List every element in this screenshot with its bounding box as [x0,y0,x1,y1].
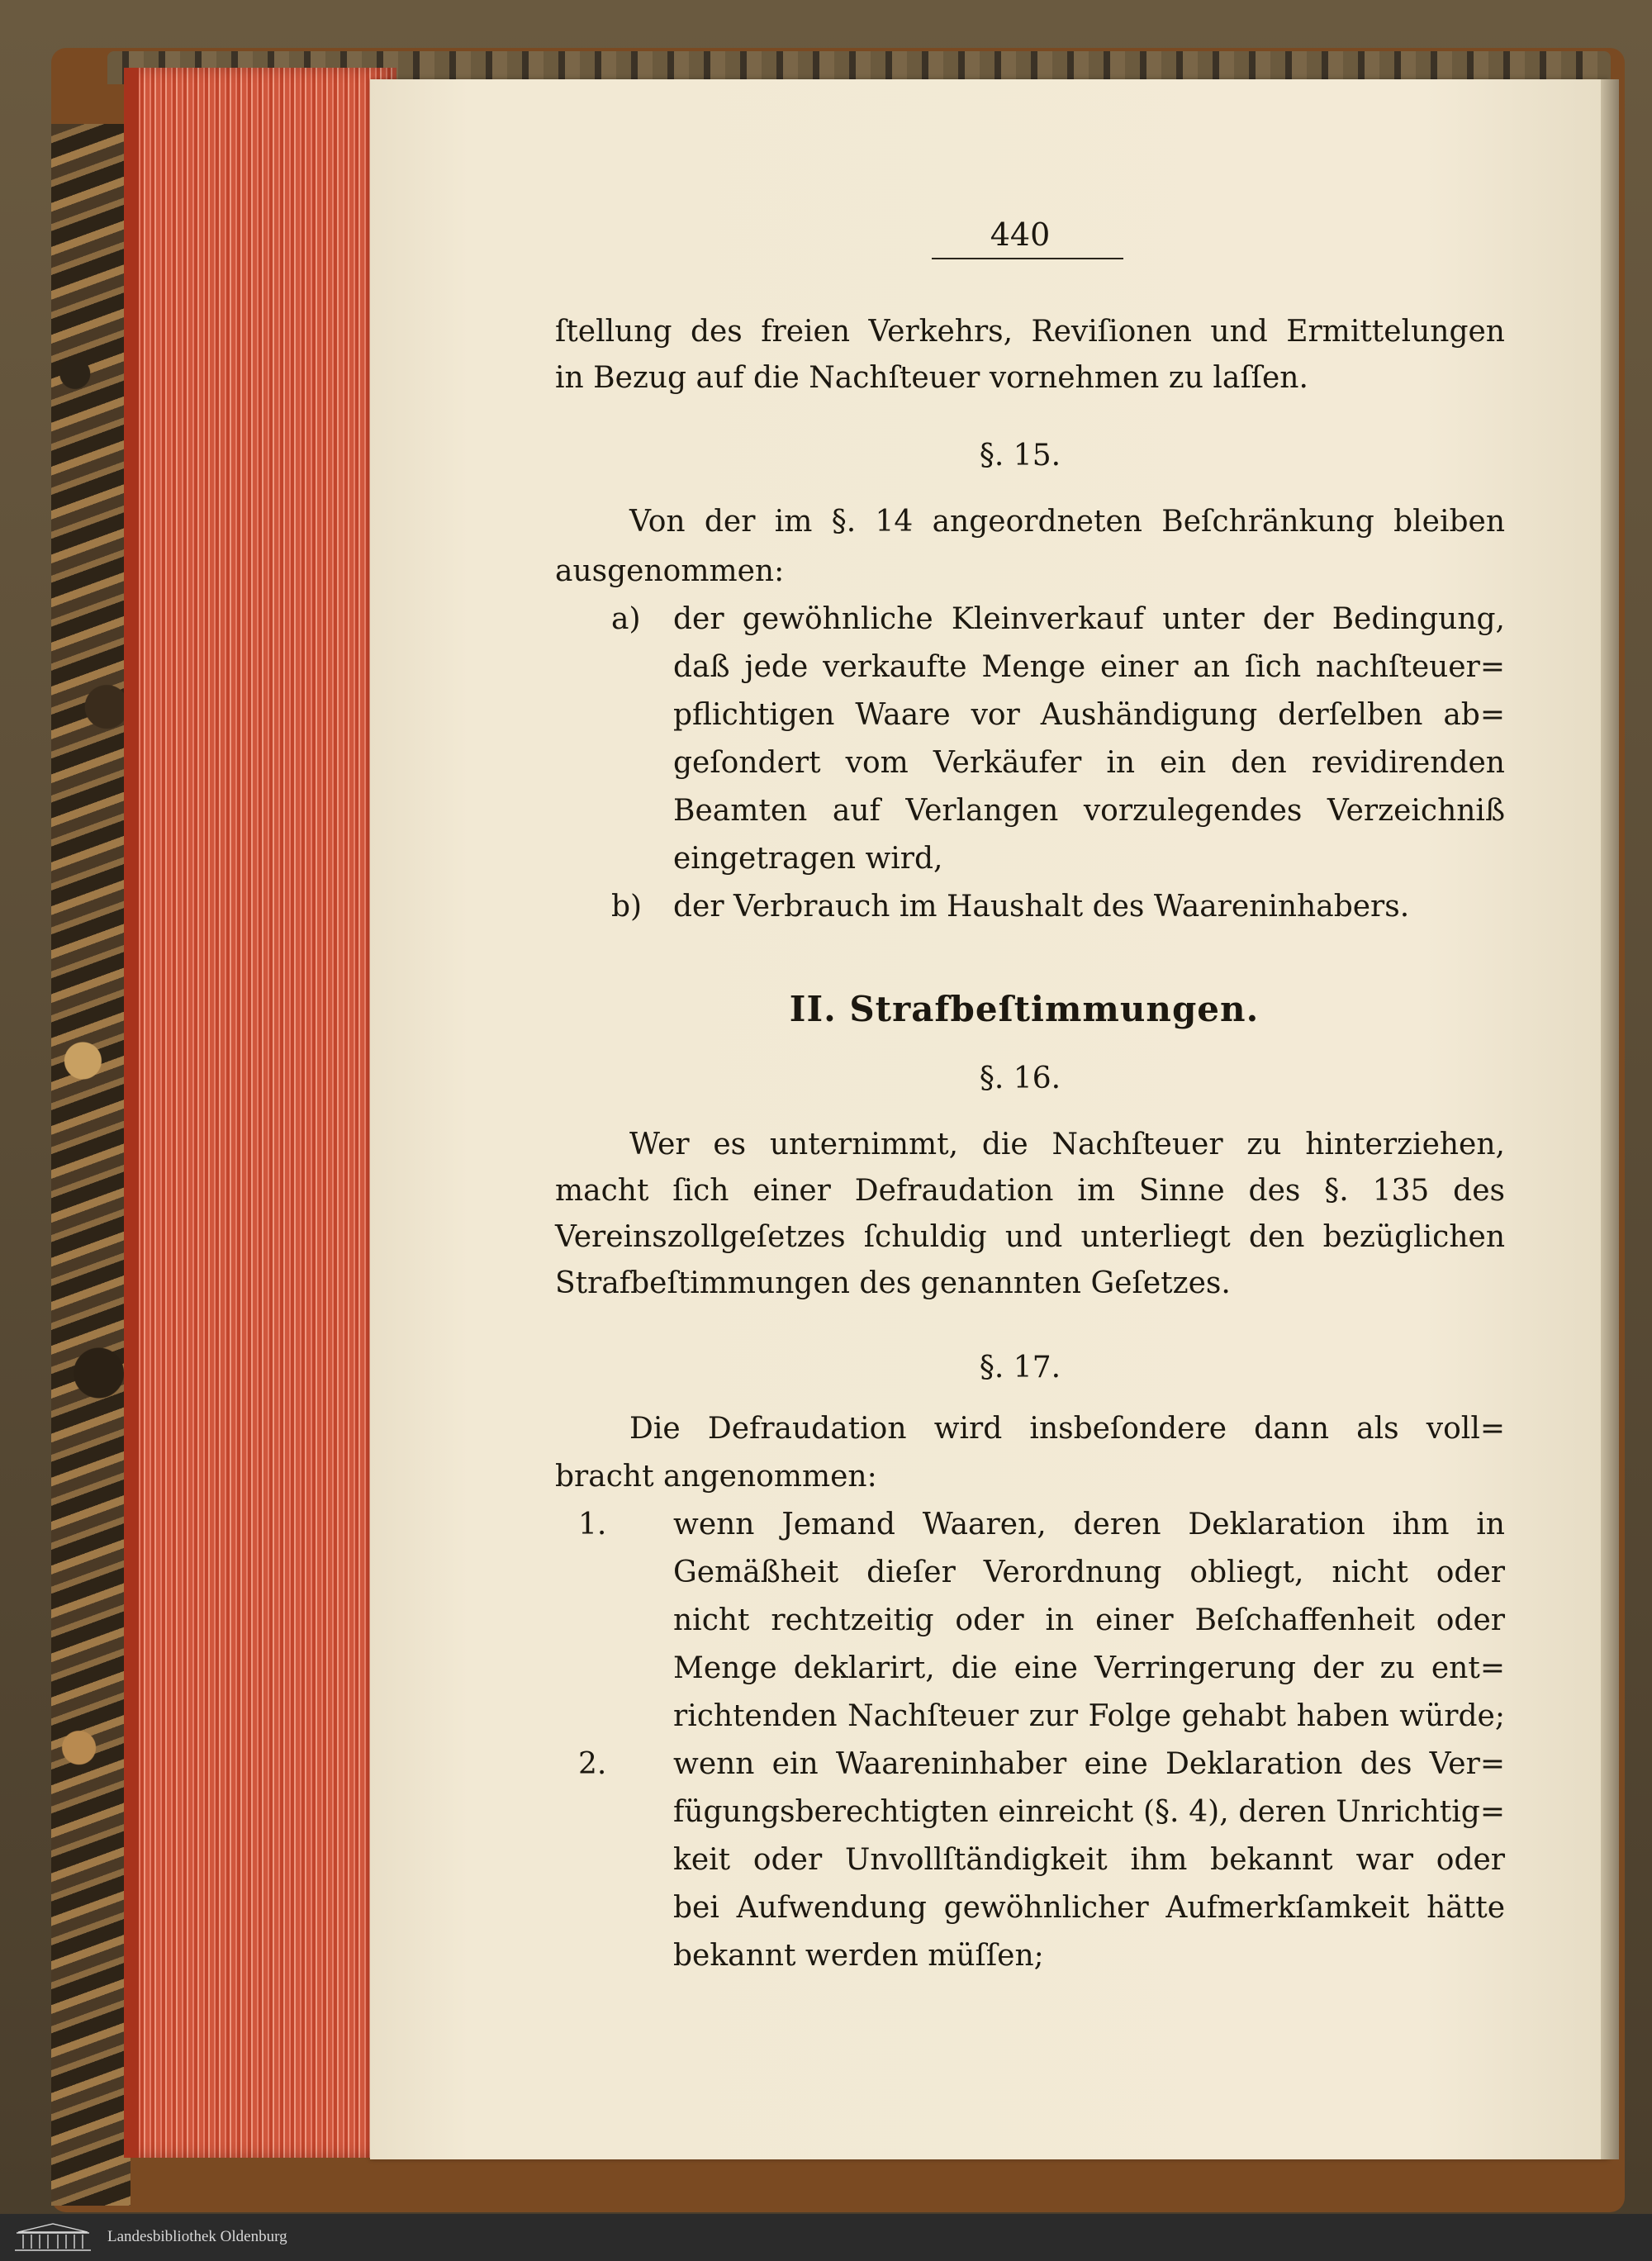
text-line: Strafbeſtimmungen des genannten Geſetzes. [555,1266,1231,1300]
list-marker: 1. [578,1508,607,1541]
text-line: der gewöhnliche Kleinverkauf unter der Bedingung, [673,602,1505,636]
text-line: Menge deklarirt, die eine Verringerung der zu ent= [673,1651,1505,1685]
list-marker: b) [611,890,643,924]
text-line: bei Aufwendung gewöhnlicher Aufmerkſamkeit hätte [673,1891,1505,1925]
text-line: der Verbrauch im Haushalt des Waareninhabers. [673,890,1410,924]
text-line: Von der im §. 14 angeordneten Beſchränkung bleiben [629,505,1505,539]
list-marker: a) [611,602,641,636]
section-title: §. 15. [979,439,1061,473]
text-line: daß jede verkaufte Menge einer an ſich nachſteuer= [673,650,1505,684]
text-line: ſtellung des freien Verkehrs, Reviſionen und Ermittelungen [555,315,1505,349]
library-building-icon [12,2222,94,2254]
text-line: wenn Jemand Waaren, deren Deklaration ihm in [673,1508,1505,1541]
text-line: Wer es unternimmt, die Nachſteuer zu hinterziehen, [629,1128,1505,1161]
text-line: macht ſich einer Defraudation im Sinne des §. 135 des [555,1174,1505,1208]
text-line: in Bezug auf die Nachſteuer vornehmen zu laſſen. [555,361,1308,395]
text-line: Gemäßheit dieſer Verordnung obliegt, nicht oder [673,1556,1505,1589]
text-line: Beamten auf Verlangen vorzulegendes Verzeichniß [673,794,1505,828]
section-title: §. 16. [979,1062,1061,1095]
text-line: fügungsberechtigten einreicht (§. 4), deren Unrichtig= [673,1795,1505,1829]
chapter-heading: II. Strafbeſtimmungen. [789,989,1260,1029]
section-title: §. 17. [979,1351,1061,1385]
text-line: keit oder Unvollſtändigkeit ihm bekannt war oder [673,1843,1505,1877]
viewer-footer [0,2214,1652,2261]
list-marker: 2. [578,1747,607,1781]
text-line: bracht angenommen: [555,1460,877,1494]
page-number: 440 [990,216,1051,253]
text-line: geſondert vom Verkäufer in ein den revidirenden [673,746,1505,780]
text-line: pflichtigen Waare vor Aushändigung derſelben ab= [673,698,1505,732]
library-name[interactable]: Landesbibliothek Oldenburg [107,2228,287,2245]
text-line: ausgenommen: [555,554,785,588]
text-line: bekannt werden müſſen; [673,1939,1044,1973]
text-line: wenn ein Waareninhaber eine Deklaration des Ver= [673,1747,1505,1781]
text-line: nicht rechtzeitig oder in einer Beſchaffenheit oder [673,1603,1505,1637]
text-line: eingetragen wird, [673,842,943,876]
text-line: Die Defraudation wird insbeſondere dann als voll= [629,1412,1505,1446]
page-number-rule [932,258,1123,259]
text-line: richtenden Nachſteuer zur Folge gehabt haben würde; [673,1699,1505,1733]
text-line: Vereinszollgeſetzes ſchuldig und unterliegt den bezüglichen [555,1220,1505,1254]
